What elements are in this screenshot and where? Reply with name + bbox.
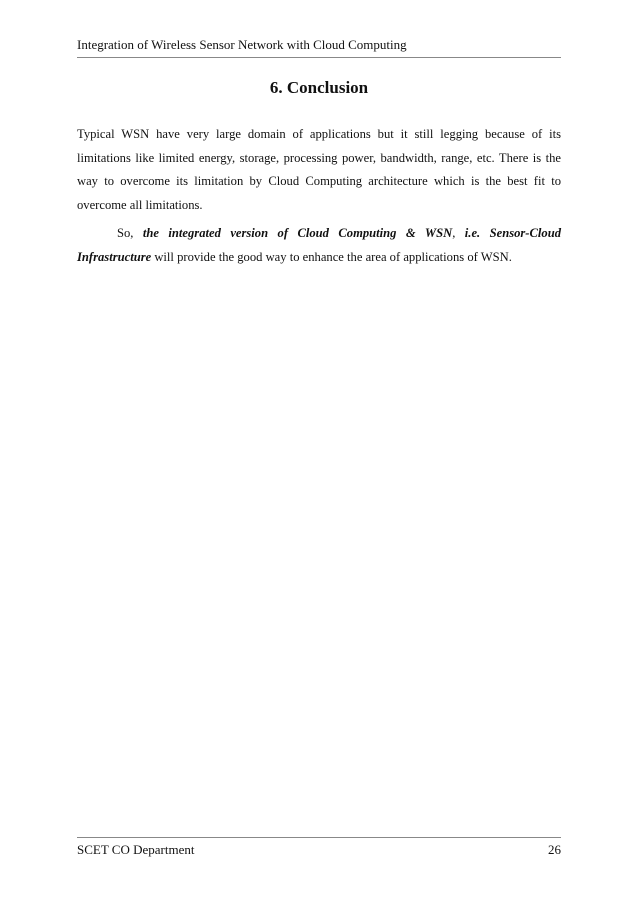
conclusion-paragraph-2 — [77, 222, 561, 269]
paragraph-2-separator: , — [452, 226, 465, 240]
paragraph-2-emphasis-integrated-version: the integrated version of Cloud Computing & WSN — [142, 226, 453, 240]
conclusion-paragraph-1: Typical WSN have very large domain of applications but it still legging because of its limitations like limited energy, storage, processing power, bandwidth, range, etc. There is the way to overcome its limitation by Cloud Computing architecture which is the best fit to overcome all limitations. — [77, 127, 561, 212]
page-number: 26 — [548, 842, 561, 857]
running-header: Integration of Wireless Sensor Network with Cloud Computing — [77, 36, 561, 58]
running-footer — [77, 837, 561, 859]
paragraph-2-lead: So, — [117, 226, 143, 240]
section-title: 6. Conclusion — [269, 78, 369, 97]
paragraph-2-tail: will provide the good way to enhance the area of applications of WSN. — [151, 249, 512, 264]
paragraph-2-emphasis-sensor-cloud: i.e. Sensor-Cloud Infrastructure — [77, 226, 562, 264]
footer-department: SCET CO Department — [77, 842, 195, 857]
